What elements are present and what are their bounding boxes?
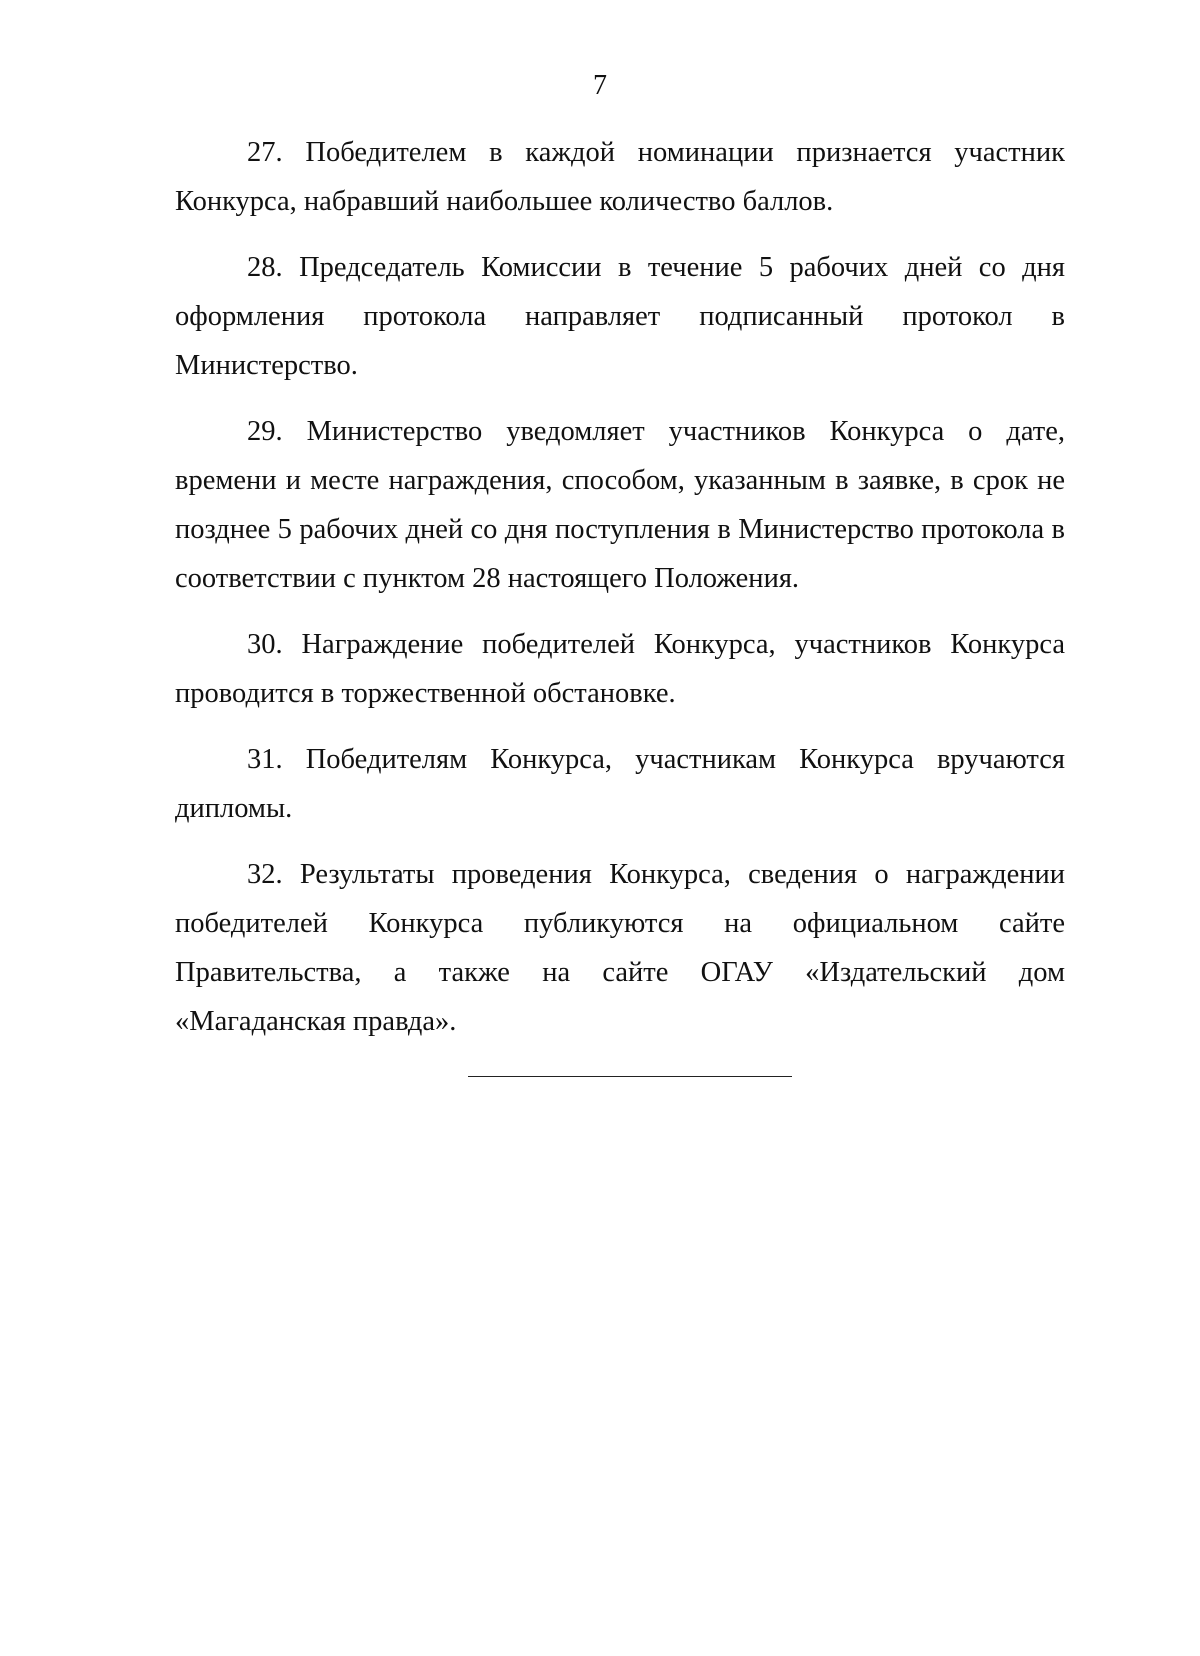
clause-32: 32. Результаты проведения Конкурса, сведения о награждении победителей Конкурса публикуются на официальном сайте Правительства, а также на сайте ОГАУ «Издательский дом «Магаданская правда». xyxy=(175,859,1065,1037)
clause-27: 27. Победителем в каждой номинации признается участник Конкурса, набравший наибольшее количество баллов. xyxy=(175,137,1065,217)
clause-29: 29. Министерство уведомляет участников Конкурса о дате, времени и месте награждения, способом, указанным в заявке, в срок не позднее 5 рабочих дней со дня поступления в Министерство протокола в соответствии с пунктом 28 настоящего Положения. xyxy=(175,416,1065,594)
clause-28: 28. Председатель Комиссии в течение 5 рабочих дней со дня оформления протокола направляет подписанный протокол в Министерство. xyxy=(175,252,1065,381)
document-body xyxy=(175,128,1065,1063)
clause-30: 30. Награждение победителей Конкурса, участников Конкурса проводится в торжественной обстановке. xyxy=(175,629,1065,709)
end-separator-line xyxy=(468,1076,792,1077)
clause-31: 31. Победителям Конкурса, участникам Конкурса вручаются дипломы. xyxy=(175,744,1065,824)
page-number: 7 xyxy=(593,70,607,101)
